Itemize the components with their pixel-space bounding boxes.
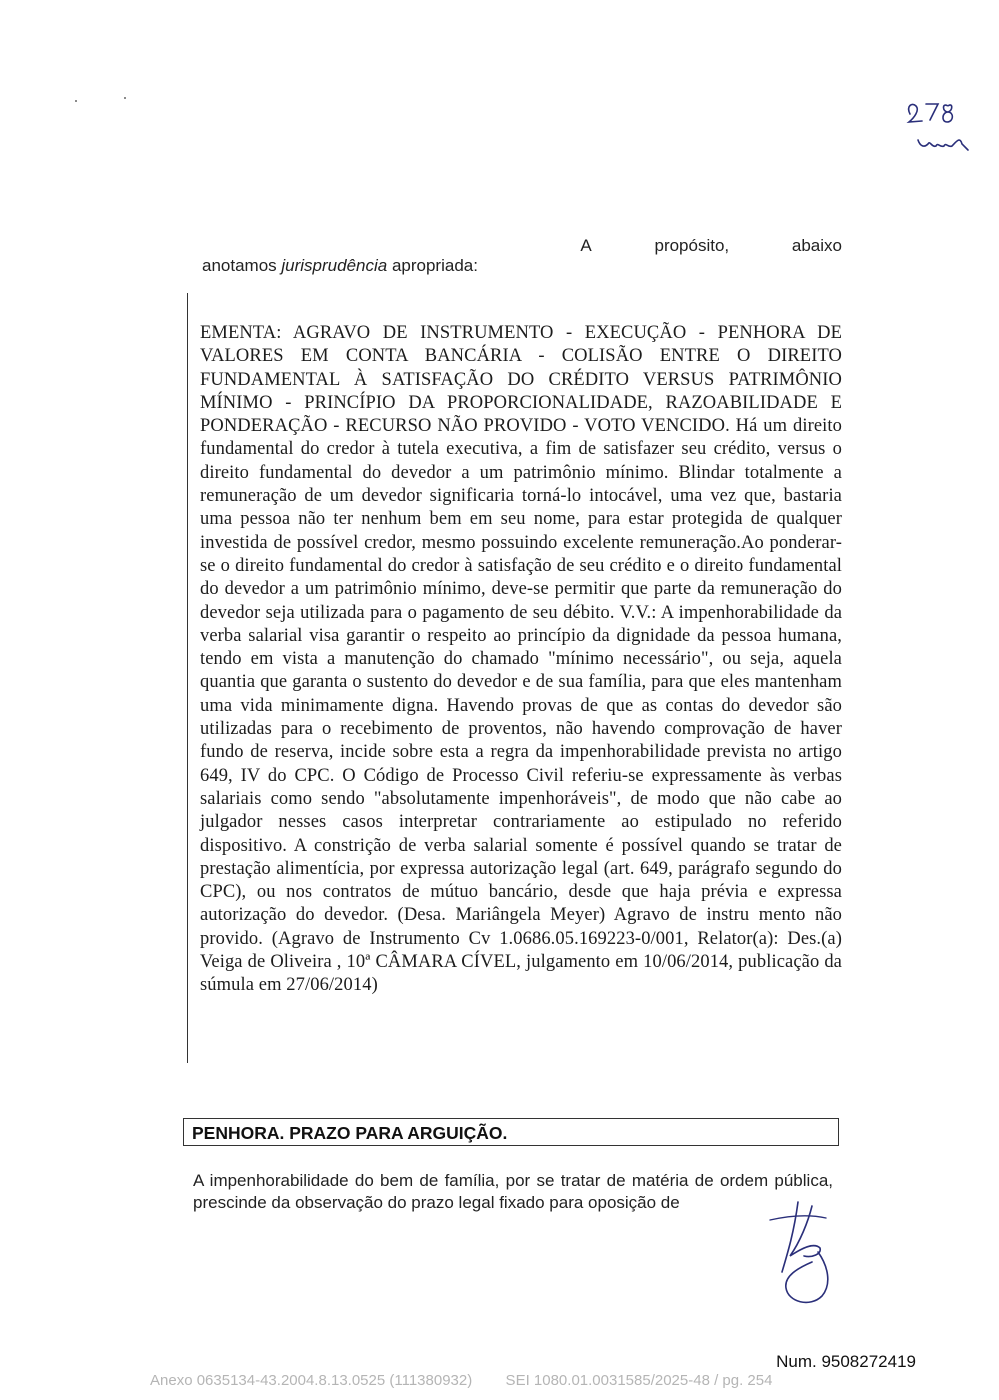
intro-line-2	[202, 256, 842, 276]
section-heading-box	[183, 1118, 839, 1146]
intro-prefix: anotamos	[202, 256, 282, 275]
intro-word: abaixo	[791, 236, 842, 255]
quote-left-rule	[187, 293, 188, 1063]
footer-reference: Anexo 0635134-43.2004.8.13.0525 (111380932) SEI 1080.01.0031585/2025-48 / pg. 254	[150, 1372, 773, 1389]
scan-speck	[75, 100, 77, 102]
intro-italic-word: jurisprudência	[281, 256, 388, 275]
section-heading: PENHORA. PRAZO PARA ARGUIÇÃO.	[192, 1123, 508, 1143]
document-number: Num. 9508272419	[776, 1352, 916, 1371]
intro-suffix: apropriada:	[387, 256, 478, 275]
intro-line-1	[202, 236, 842, 256]
intro-word: A	[580, 236, 592, 255]
scan-speck	[124, 97, 126, 99]
intro-word: propósito,	[654, 236, 730, 255]
ementa-quote: EMENTA: AGRAVO DE INSTRUMENTO - EXECUÇÃO - PENHORA DE VALORES EM CONTA BANCÁRIA - COLISÃO ENTRE O DIREITO FUNDAMENTAL À SATISFAÇÃO DO CRÉDITO VERSUS PATRIMÔNIO MÍNIMO - PRINCÍPIO DA PROPORCIONALIDADE, RAZOABILIDADE E PONDERAÇÃO - RECURSO NÃO PROVIDO - VOTO VENCIDO. Há um direito fundamental do credor à tutela executiva, a fim de satisfazer seu crédito, versus o direito fundamental do devedor a um patrimônio mínimo. Blindar totalmente a remuneração de um devedor significaria torná-lo intocável, uma vez que, bastaria uma pessoa não ter nenhum bem em seu nome, para estar protegida de qualquer investida de possível credor, mesmo possuindo excelente remuneração.Ao ponderar-se o direito fundamental do credor à satisfação de seu crédito e o direito fundamental do devedor a um patrimônio mínimo, deve-se permitir que parte da remuneração do devedor seja utilizada para o pagamento de seu débito. V.V.: A impenhorabilidade da verba salarial visa garantir o respeito ao princípio da dignidade da pessoa humana, tendo em vista a manutenção do chamado "mínimo necessário", ou seja, aquela quantia que garanta o sustento do devedor e de sua família, para que eles mantenham uma vida minimamente digna. Havendo provas de que as contas do devedor são utilizadas para o recebimento de proventos, não havendo comprovação de haver fundo de reserva, incide sobre esta a regra da impenhorabilidade prevista no artigo 649, IV do CPC. O Código de Processo Civil referiu-se expressamente às verbas salariais como sendo "absolutamente impenhoráveis", de modo que não cabe ao julgador nesses casos interpretar contrariamente ao estipulado no referido dispositivo. A constrição de verba salarial somente é possível quando se tratar de prestação alimentícia, por expressa autorização legal (art. 649, parágrafo segundo do CPC), ou nos contratos de mútuo bancário, desde que haja prévia e expressa autorização do devedor. (Desa. Mariângela Meyer) Agravo de instru mento não provido. (Agravo de Instrumento Cv 1.0686.05.169223-0/001, Relator(a): Des.(a) Veiga de Oliveira , 10ª CÂMARA CÍVEL, julgamento em 10/06/2014, publicação da súmula em 27/06/2014)	[200, 323, 842, 996]
handwritten-signature	[768, 1192, 848, 1312]
body-paragraph: A impenhorabilidade do bem de família, por se tratar de matéria de ordem pública, prescinde da observação do prazo legal fixado para oposição de	[193, 1171, 833, 1212]
handwritten-page-number	[898, 92, 988, 162]
